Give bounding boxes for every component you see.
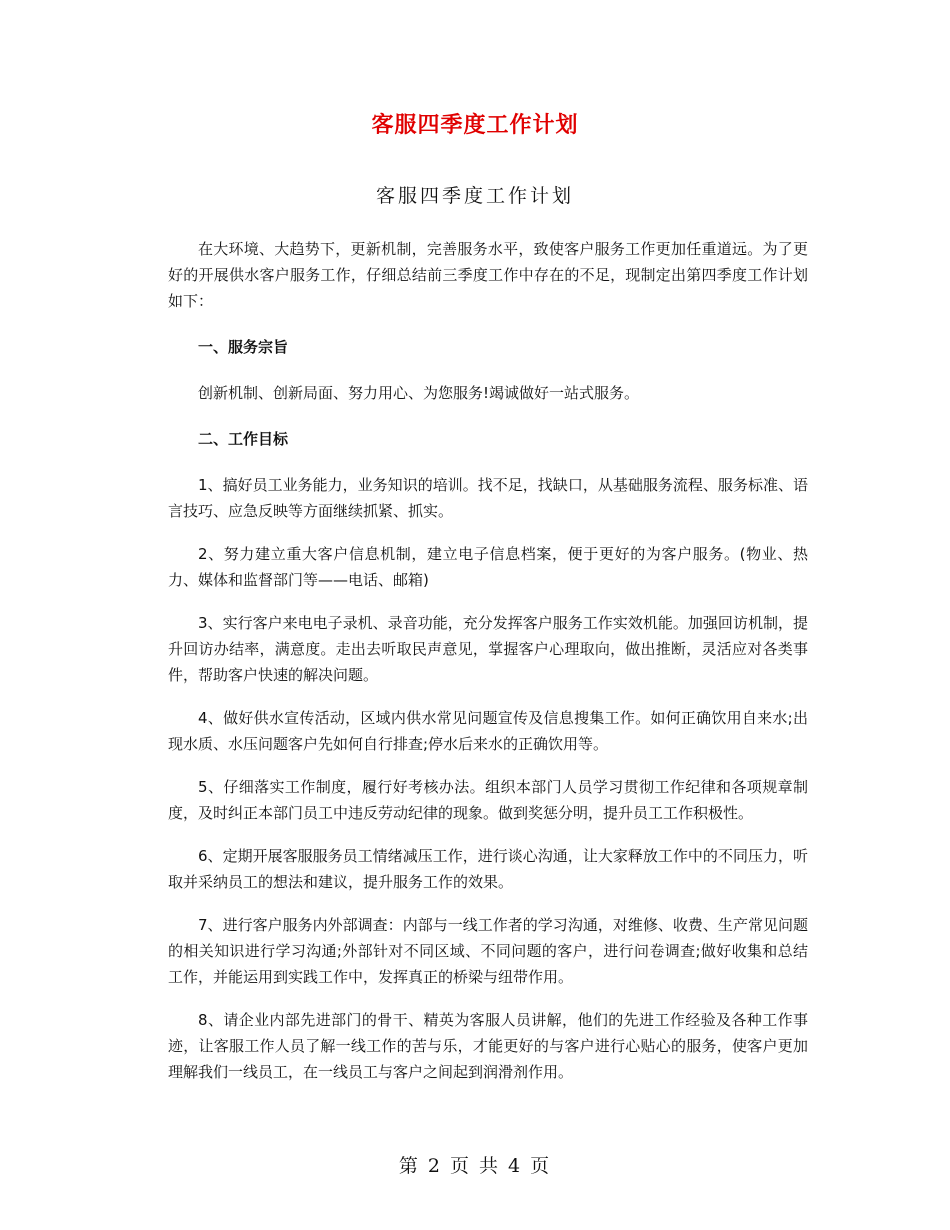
goal-item-5: 5、仔细落实工作制度，履行好考核办法。组织本部门人员学习贯彻工作纪律和各项规章制度，及时纠正本部门员工中违反劳动纪律的现象。做到奖惩分明，提升员工工作积极性。 bbox=[168, 778, 808, 822]
document-title: 客服四季度工作计划 bbox=[371, 113, 579, 138]
section-heading-service-purpose: 一、服务宗旨 bbox=[198, 338, 289, 356]
document-body bbox=[168, 236, 808, 1102]
goal-item-2: 2、努力建立重大客户信息机制，建立电子信息档案，便于更好的为客户服务。(物业、热力、媒体和监督部门等——电话、邮箱) bbox=[168, 545, 808, 589]
page-number-footer: 第 2 页 共 4 页 bbox=[398, 1155, 552, 1177]
goal-item-4: 4、做好供水宣传活动，区域内供水常见问题宣传及信息搜集工作。如何正确饮用自来水;出现水质、水压问题客户先如何自行排查;停水后来水的正确饮用等。 bbox=[168, 709, 808, 753]
goal-item-8: 8、请企业内部先进部门的骨干、精英为客服人员讲解，他们的先进工作经验及各种工作事迹，让客服工作人员了解一线工作的苦与乐，才能更好的与客户进行心贴心的服务，使客户更加理解我们一线员工，在一线员工与客户之间起到润滑剂作用。 bbox=[168, 1011, 808, 1081]
goal-item-7: 7、进行客户服务内外部调查：内部与一线工作者的学习沟通，对维修、收费、生产常见问题的相关知识进行学习沟通;外部针对不同区域、不同问题的客户，进行问卷调查;做好收集和总结工作，并能运用到实践工作中，发挥真正的桥梁与纽带作用。 bbox=[168, 916, 808, 986]
goal-item-6: 6、定期开展客服服务员工情绪减压工作，进行谈心沟通，让大家释放工作中的不同压力，听取并采纳员工的想法和建议，提升服务工作的效果。 bbox=[168, 847, 808, 891]
section-heading-work-goals: 二、工作目标 bbox=[198, 430, 289, 448]
goal-item-3: 3、实行客户来电电子录机、录音功能，充分发挥客户服务工作实效机能。加强回访机制，提升回访办结率，满意度。走出去听取民声意见，掌握客户心理取向，做出推断，灵活应对各类事件，帮助客户快速的解决问题。 bbox=[168, 614, 808, 684]
document-subtitle: 客服四季度工作计划 bbox=[375, 185, 574, 207]
intro-paragraph: 在大环境、大趋势下，更新机制，完善服务水平，致使客户服务工作更加任重道远。为了更好的开展供水客户服务工作，仔细总结前三季度工作中存在的不足，现制定出第四季度工作计划如下： bbox=[168, 240, 808, 310]
service-purpose-text: 创新机制、创新局面、努力用心、为您服务!竭诚做好一站式服务。 bbox=[198, 384, 640, 402]
goal-item-1: 1、搞好员工业务能力，业务知识的培训。找不足，找缺口，从基础服务流程、服务标准、语言技巧、应急反映等方面继续抓紧、抓实。 bbox=[168, 476, 808, 520]
